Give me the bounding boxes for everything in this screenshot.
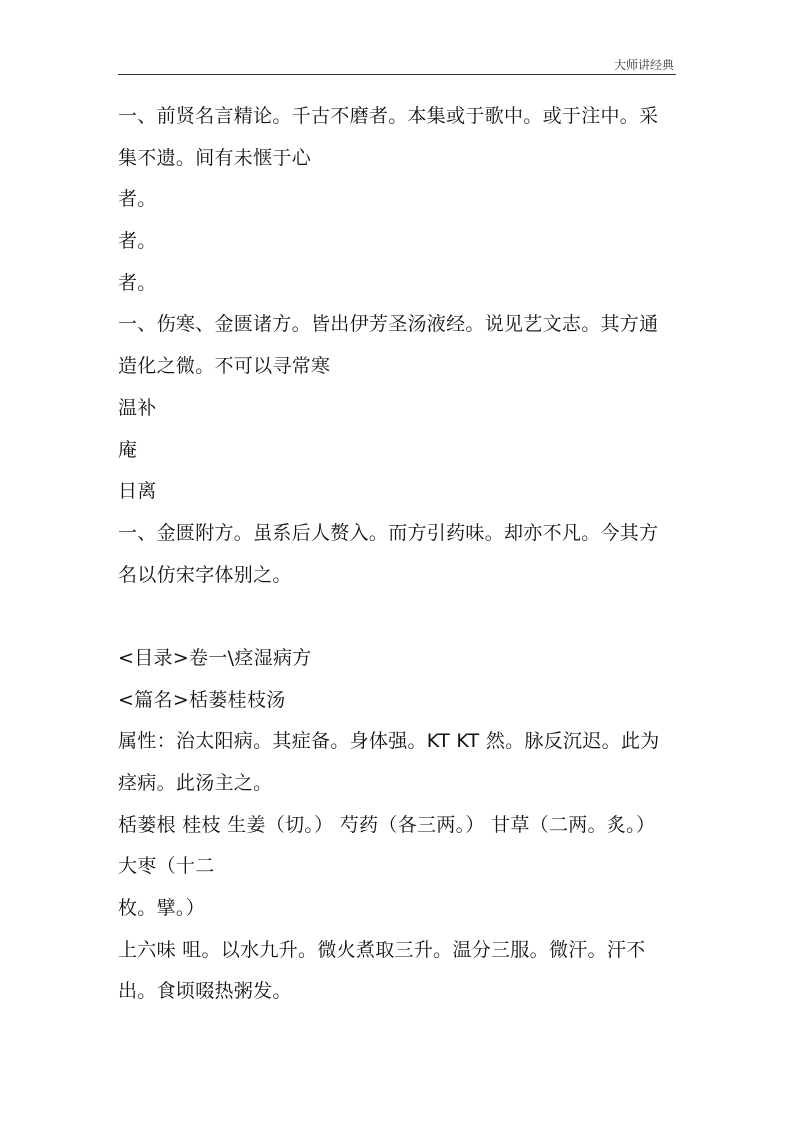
text-line: 一、伤寒、金匮诸方。皆出伊芳圣汤液经。说见艺文志。其方通 (118, 313, 659, 336)
text-line: 者。 (118, 188, 157, 211)
toc-heading: <目录>卷一\痉湿病方 (118, 646, 312, 669)
text-line: 者。 (118, 230, 157, 253)
text-line: 一、金匮附方。虽系后人赘入。而方引药味。却亦不凡。今其方 (118, 521, 659, 544)
text-line: 造化之微。不可以寻常寒 (118, 355, 331, 378)
text-line: 庵 (118, 438, 138, 461)
document-body (118, 96, 680, 1013)
header-title: 大师讲经典 (613, 58, 674, 72)
text-line: 出。食顷啜热粥发。 (118, 980, 292, 1003)
blank-line (118, 596, 680, 638)
ingredients-line: 枚。擘。） (118, 897, 206, 920)
text-line: 属性：治太阳病。其症备。身体强。KT KT 然。脉反沉迟。此为 (118, 730, 660, 753)
ingredients-line: 大枣（十二 (118, 855, 215, 878)
text-line: 者。 (118, 271, 157, 294)
section-title: <篇名>栝蒌桂枝汤 (118, 688, 286, 711)
text-line: 名以仿宋字体别之。 (118, 563, 292, 586)
text-line: 痉病。此汤主之。 (118, 772, 273, 794)
text-line: 一、前贤名言精论。千古不磨者。本集或于歌中。或于注中。采 (118, 105, 659, 127)
page-header (118, 56, 676, 75)
text-line: 温补 (118, 396, 157, 419)
text-line: 集不遗。间有未惬于心 (118, 146, 312, 169)
text-line: 日离 (118, 480, 157, 503)
text-line: 上六味 咀。以水九升。微火煮取三升。温分三服。微汗。汗不 (118, 938, 646, 961)
ingredients-line: 栝蒌根 桂枝 生姜（切。） 芍药（各三两。） 甘草（二两。炙。） (118, 813, 656, 836)
